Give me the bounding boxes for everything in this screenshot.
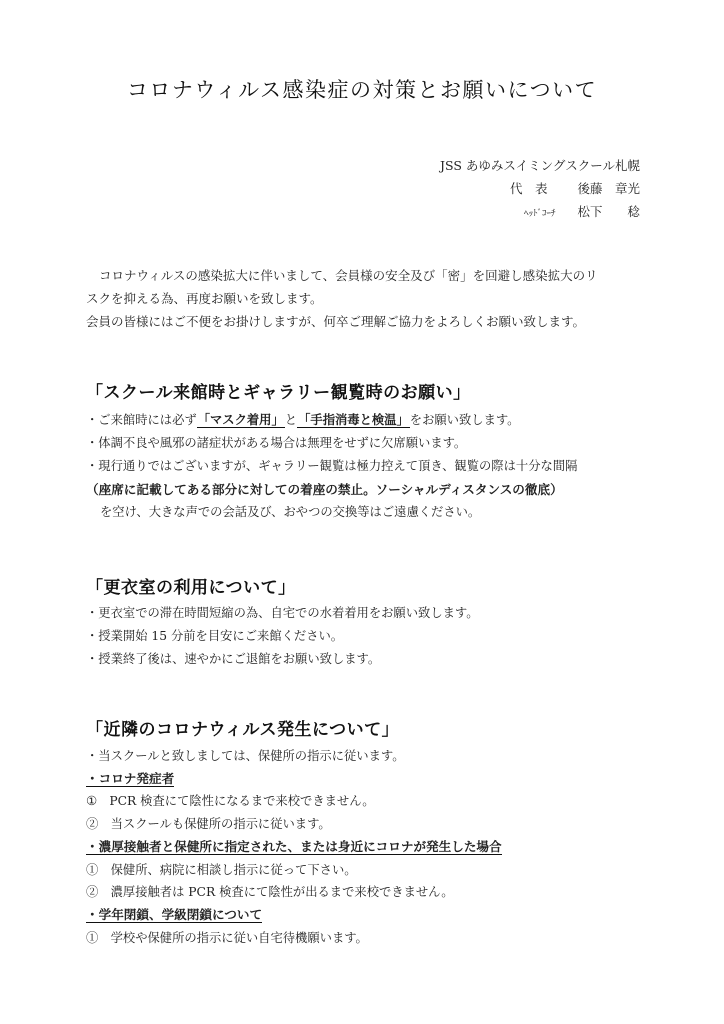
contact-item-1: ① 保健所、病院に相談し指示に従って下さい。: [86, 862, 357, 877]
intro-line-2: スクを抑える為、再度お願いを致します。: [86, 291, 323, 306]
section-visit-items: [86, 409, 656, 524]
coach-label: ﾍｯﾄﾞｺｰﾁ: [523, 209, 556, 219]
visit-item-gallery: ・現行通りではございますが、ギャラリー観覧は極力控えて頂き、観覧の際は十分な間隔: [86, 459, 578, 473]
mask-highlight: 「マスク着用」: [197, 413, 284, 427]
org-name: JSS あゆみスイミングスクール札幌: [439, 158, 640, 173]
visit-item-gallery-end: を空け、大きな声での会話及び、おやつの交換等はご遠慮ください。: [100, 505, 481, 519]
organization-block: [440, 154, 640, 226]
visit-item-mask-post: をお願い致します。: [409, 413, 520, 427]
patient-item-2: ② 当スクールも保健所の指示に従います。: [86, 817, 331, 832]
visit-item-health: ・体調不良や風邪の諸症状がある場合は無理をせずに欠席願います。: [86, 436, 467, 450]
intro-paragraph: [86, 264, 646, 333]
visit-item-gallery-bold: （座席に記載してある部分に対しての着座の禁止。ソーシャルディスタンスの徹底）: [86, 482, 563, 497]
contact-item-2: ② 濃厚接触者は PCR 検査にて陰性が出るまで来校できません。: [86, 885, 454, 900]
subsection-contact-title: ・濃厚接触者と保健所に指定された、または身近にコロナが発生した場合: [86, 838, 502, 854]
visit-item-mask: [86, 409, 656, 432]
subsection-closure: [86, 904, 656, 927]
closure-item-1: ① 学校や保健所の指示に従い自宅待機願います。: [86, 930, 368, 945]
visit-item-mask-mid: と: [284, 413, 298, 427]
subsection-patient: [86, 768, 656, 791]
outbreak-intro: ・当スクールと致しましては、保健所の指示に従います。: [86, 749, 405, 763]
subsection-contact: [86, 836, 656, 859]
section-outbreak-items: [86, 745, 656, 949]
intro-line-3: 会員の皆様にはご不便をお掛けしますが、何卒ご理解ご協力をよろしくお願い致します。: [86, 314, 586, 329]
representative-line: [440, 177, 640, 200]
section-locker-items: [86, 602, 656, 671]
sanitize-highlight: 「手指消毒と検温」: [298, 413, 409, 427]
locker-item-3: ・授業終了後は、速やかにご退館をお願い致します。: [86, 652, 381, 666]
patient-item-1: ① PCR 検査にて陰性になるまで来校できません。: [86, 794, 375, 809]
section-heading-outbreak: 「近隣のコロナウィルス発生について」: [86, 720, 400, 740]
visit-item-mask-pre: ・ご来館時には必ず: [86, 413, 197, 427]
coach-line: [440, 200, 640, 226]
page-title: コロナウィルス感染症の対策とお願いについて: [126, 78, 598, 102]
rep-name: 後藤 章光: [577, 181, 640, 196]
section-heading-locker: 「更衣室の利用について」: [86, 578, 296, 598]
section-heading-visit: 「スクール来館時とギャラリー観覧時のお願い」: [86, 383, 471, 403]
locker-item-2: ・授業開始 15 分前を目安にご来館ください。: [86, 629, 344, 643]
intro-line-1: コロナウィルスの感染拡大に伴いまして、会員様の安全及び「密」を回避し感染拡大のリ: [99, 268, 598, 283]
coach-name: 松下 稔: [577, 204, 640, 219]
subsection-patient-title: ・コロナ発症者: [86, 770, 175, 786]
rep-label: 代 表: [509, 181, 548, 196]
locker-item-1: ・更衣室での滞在時間短縮の為、自宅での水着着用をお願い致します。: [86, 606, 479, 620]
subsection-closure-title: ・学年閉鎖、学級閉鎖について: [86, 906, 263, 922]
